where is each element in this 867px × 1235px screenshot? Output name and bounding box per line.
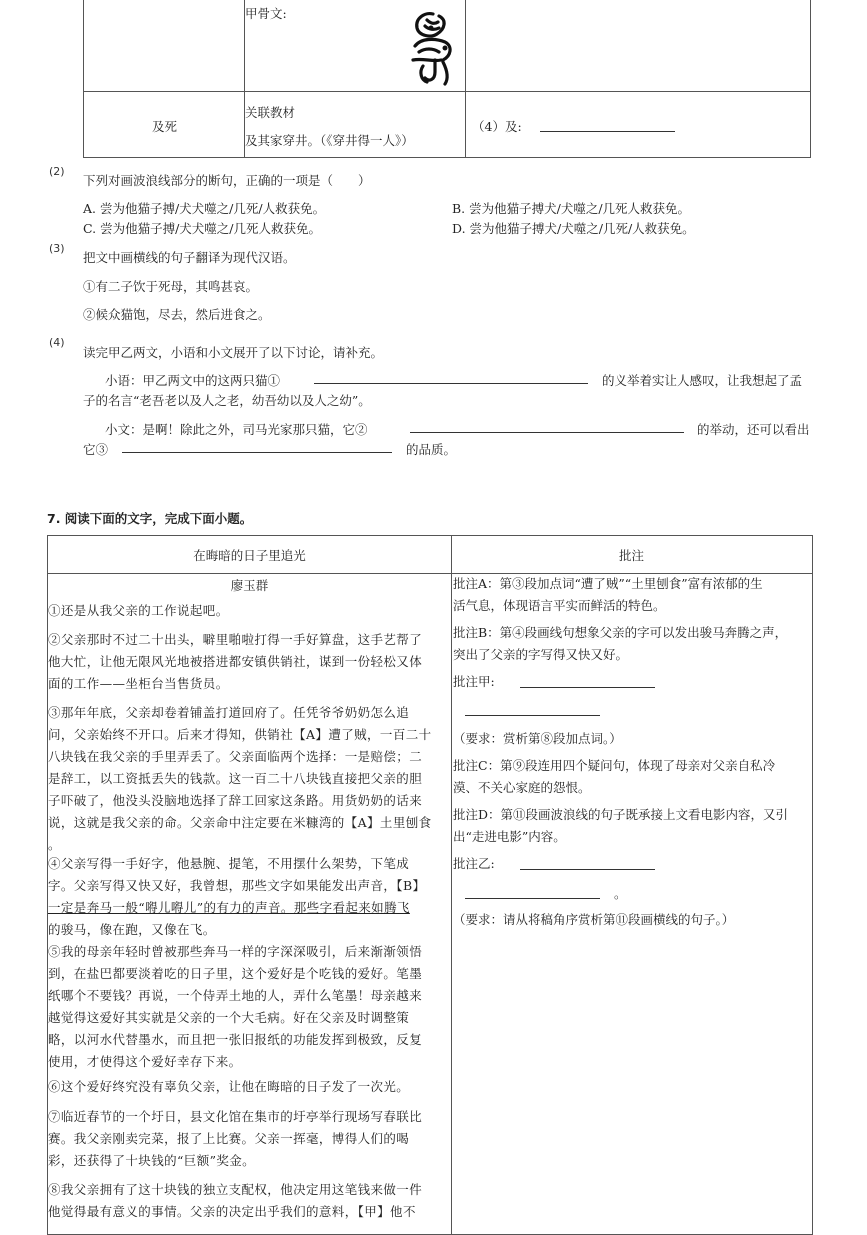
row2-mid-line2: 及其家穿井。（《穿井得一人》）	[245, 133, 414, 148]
paragraph-2: ②父亲那时不过二十出头，噼里啪啦打得一手好算盘，这手艺帮了 他大忙，让他无限风光地被搭进都安镇供销社，谋到一份轻松又体 面的工作——坐柜台当售货员。	[48, 632, 423, 691]
answer-blank-1[interactable]	[314, 383, 588, 384]
paragraph-5: ⑤我的母亲年轻时曾被那些奔马一样的字深深吸引，后来渐渐领悟 到，在盐巴都要淡着吃的日子里，这个爱好是个吃钱的爱好。笔墨 纸哪个不要钱？再说，一个侍弄土地的人，弄什么笔墨！母亲越来 越觉得这爱好其实就是父亲的一个大毛病。好在父亲及时调整策 略，以河水代替墨水，而且把一张旧报纸的功能发挥到极致，反复 使用，才使得这个爱好幸存下来。	[48, 944, 423, 1069]
discussion-line-2: 子的名言“老吾老以及人之老，幼吾幼以及人之幼”。	[83, 393, 371, 408]
note-yi-period: 。	[614, 886, 627, 901]
paragraph-1: ①还是从我父亲的工作说起吧。	[48, 603, 229, 618]
paragraph-3: ③那年年底，父亲却卷着铺盖打道回府了。任凭爷爷奶奶怎么追 问，父亲始终不开口。后来才得知，供销社【A】遭了贼，一百二十 八块钱在我父亲的手里弄丢了。父亲面临两个选择：一是赔偿；二 是辞工，以工资抵丢失的钱款。这一百二十八块钱直接把父亲的胆 子吓破了，他没头没脑地选择了辞工回家这条路。用货奶奶的话来 说，这就是我父亲的命。父亲命中注定要在米糠湾的【A】土里刨食 。	[48, 705, 432, 852]
oracle-label: 甲骨文:	[245, 6, 287, 21]
translate-item-2: ②候众猫饱，尽去，然后进食之。	[83, 307, 271, 322]
question-number: (3)	[49, 242, 65, 255]
answer-blank-4[interactable]	[540, 131, 675, 132]
option-a[interactable]: A. 尝为他猫子搏/犬犬噬之/几死/人救获免。	[83, 201, 326, 216]
question-stem: 把文中画横线的句子翻译为现代汉语。	[83, 250, 296, 265]
note-yi-blank-2[interactable]	[465, 898, 600, 899]
discussion-line-1b: 的义举着实让人感叹，让我想起了孟	[602, 373, 803, 388]
article-author: 廖玉群	[230, 578, 269, 593]
discussion-line-1a: 小语：甲乙两文中的这两只猫①	[105, 373, 281, 388]
paragraph-6: ⑥这个爱好终究没有辜负父亲，让他在晦暗的日子发了一次光。	[48, 1079, 410, 1094]
option-d[interactable]: D. 尝为他猫子搏犬/犬噬之/几死/人救获免。	[452, 221, 695, 236]
note-d: 批注D：第⑪段画波浪线的句子既承接上文看电影内容，又引 出“走进电影”内容。	[453, 807, 789, 844]
discussion-line-3b: 的举动，还可以看出	[697, 422, 810, 437]
note-jia-blank-1[interactable]	[520, 687, 655, 688]
discussion-line-4a: 它③	[83, 442, 109, 457]
question-number: (2)	[49, 165, 65, 178]
note-yi-requirement: （要求：请从将稿角序赏析第⑪段画横线的句子。）	[453, 912, 735, 927]
translate-item-1: ①有二子饮于死母，其鸣甚哀。	[83, 279, 259, 294]
paragraph-8: ⑧我父亲拥有了这十块钱的独立支配权，他决定用这笔钱来做一件 他觉得最有意义的事情。父亲的决定出乎我们的意料，【甲】他不	[48, 1182, 423, 1219]
table-divider	[465, 0, 466, 157]
row2-left: 及死	[152, 119, 178, 134]
question-stem: 下列对画波浪线部分的断句，正确的一项是（ ）	[83, 173, 371, 188]
option-c[interactable]: C. 尝为他猫子搏/犬犬噬之/几死人救获免。	[83, 221, 321, 236]
paragraph-4: ④父亲写得一手好字，他悬腕、提笔，不用摆什么架势，下笔成 字。父亲写得又快又好，我曾想，那些文字如果能发出声音，【B】 一定是奔马一般“嘚儿嘚儿”的有力的声音。那些字看起来如腾飞 的骏马，像在跑，又像在飞。	[48, 856, 426, 937]
note-jia-requirement: （要求：赏析第⑧段加点词。）	[453, 731, 622, 746]
section-heading: 7. 阅读下面的文字，完成下面小题。	[47, 511, 253, 526]
note-yi-blank-1[interactable]	[520, 869, 655, 870]
note-b: 批注B：第④段画线句想象父亲的字可以发出骏马奔腾之声， 突出了父亲的字写得又快又好。	[453, 625, 788, 662]
table-divider	[451, 536, 452, 1234]
question-number: (4)	[49, 336, 65, 349]
option-b[interactable]: B. 尝为他猫子搏犬/犬噬之/几死人救获免。	[452, 201, 691, 216]
oracle-bone-glyph-image	[405, 8, 460, 88]
note-c: 批注C：第⑨段连用四个疑问句，体现了母亲对父亲自私冷 漠、不关心家庭的怨恨。	[453, 758, 776, 795]
note-jia-blank-2[interactable]	[465, 715, 600, 716]
note-a: 批注A：第③段加点词“遭了贼”“土里刨食”富有浓郁的生 活气息，体现语言平实而鲜活的特色。	[453, 576, 763, 613]
article-title: 在晦暗的日子里追光	[193, 548, 306, 563]
question-stem: 读完甲乙两文，小语和小文展开了以下讨论，请补充。	[83, 345, 384, 360]
discussion-line-4b: 的品质。	[406, 442, 457, 457]
note-jia-label: 批注甲:	[453, 674, 495, 689]
paragraph-7: ⑦临近春节的一个圩日，县文化馆在集市的圩亭举行现场写春联比 赛。我父亲刚卖完菜，报了上比赛。父亲一挥毫，博得人们的喝 彩，还获得了十块钱的“巨额”奖金。	[48, 1109, 423, 1168]
table-divider	[84, 91, 810, 92]
row2-right: （4）及:	[472, 119, 522, 134]
discussion-line-3a: 小文：是啊！除此之外，司马光家那只猫，它②	[105, 422, 368, 437]
row2-mid-line1: 关联教材	[245, 105, 296, 120]
note-yi-label: 批注乙:	[453, 856, 495, 871]
answer-blank-3[interactable]	[122, 452, 392, 453]
answer-blank-2[interactable]	[410, 432, 684, 433]
reading-table	[47, 535, 813, 1235]
notes-header: 批注	[618, 548, 644, 563]
